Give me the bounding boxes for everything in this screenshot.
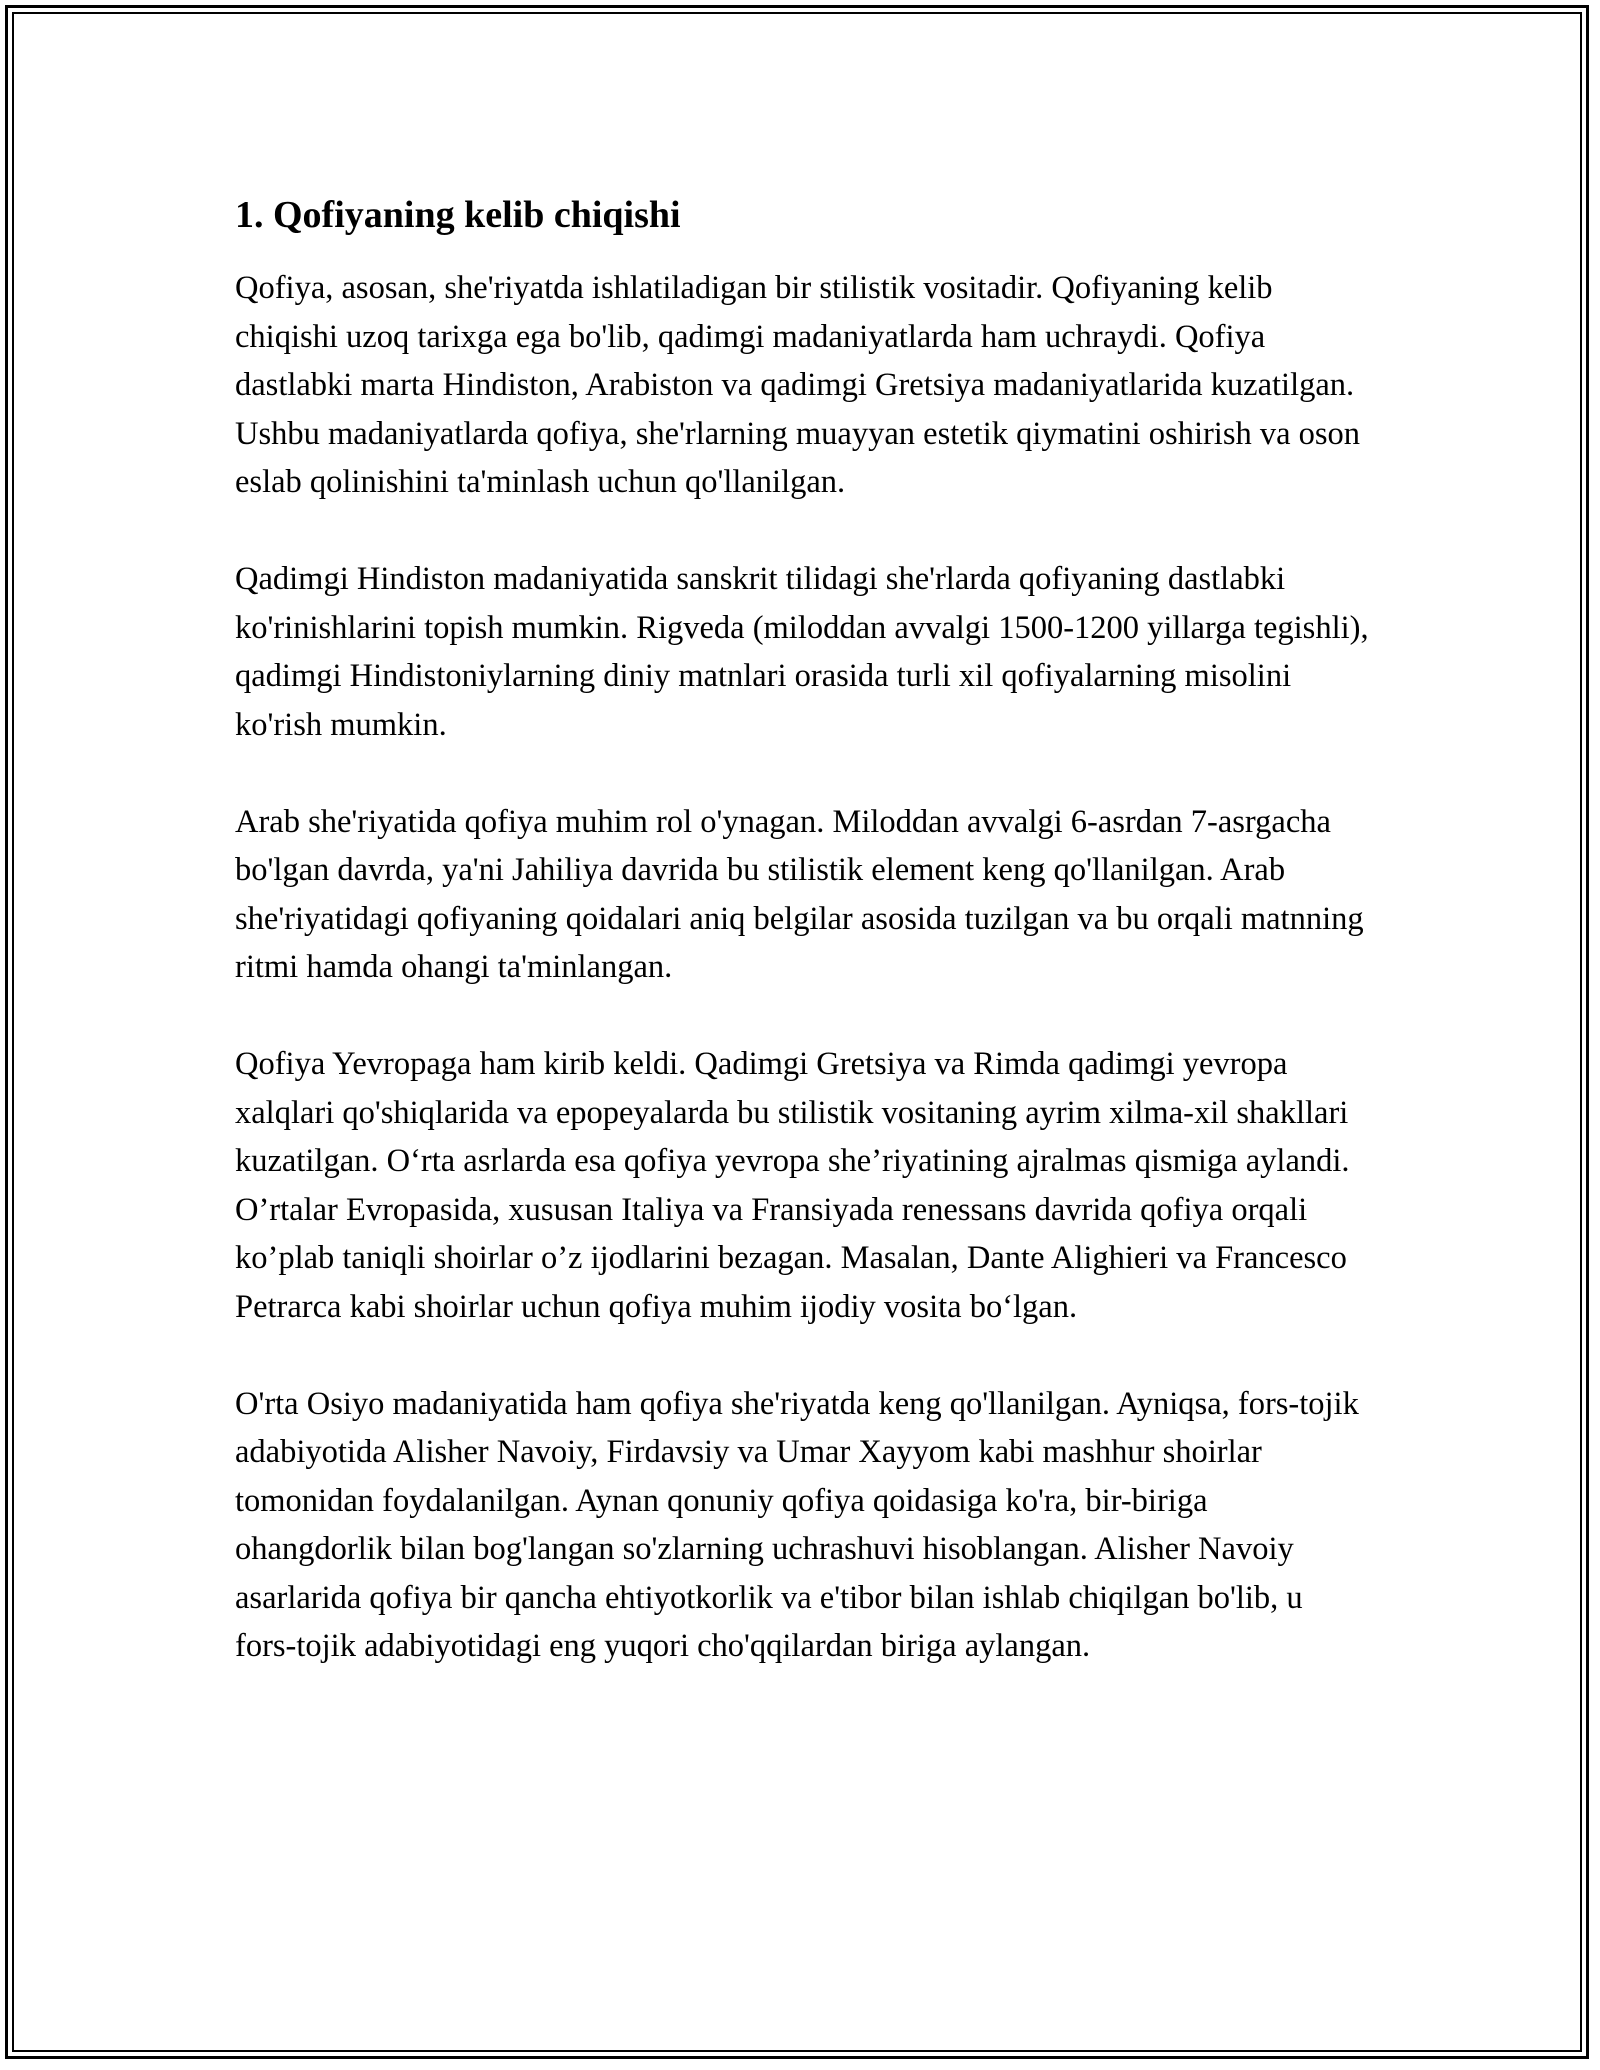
paragraph-origin: Qofiya, asosan, she'riyatda ishlatiladigan bir stilistik vositadir. Qofiyaning kelib chiqishi uzoq tarixga ega bo'lib, qadimgi madaniyatlarda ham uchraydi. Qofiya dastlabki marta Hindiston, Arabiston va qadimgi Gretsiya madaniyatlarida kuzatilgan. Ushbu madaniyatlarda qofiya, she'rlarning muayyan estetik qiymatini oshirish va oson eslab qolinishini ta'minlash uchun qo'llanilgan.: [235, 270, 1361, 500]
paragraph-arab: Arab she'riyatida qofiya muhim rol o'ynagan. Miloddan avvalgi 6-asrdan 7-asrgacha bo'lgan davrda, ya'ni Jahiliya davrida bu stilistik element keng qo'llanilgan. Arab she'riyatidagi qofiyaning qoidalari aniq belgilar asosida tuzilgan va bu orqali matnning ritmi hamda ohangi ta'minlangan.: [235, 803, 1364, 985]
paragraph-india: Qadimgi Hindiston madaniyatida sanskrit tilidagi she'rlarda qofiyaning dastlabki ko'rinishlarini topish mumkin. Rigveda (miloddan avvalgi 1500-1200 yillarga tegishli), qadimgi Hindistoniylarning diniy matnlari orasida turli xil qofiyalarning misolini ko'rish mumkin.: [235, 561, 1369, 743]
paragraph-europe: Qofiya Yevropaga ham kirib keldi. Qadimgi Gretsiya va Rimda qadimgi yevropa xalqlari qo'shiqlarida va epopeyalarda bu stilistik vositaning ayrim xilma-xil shakllari kuzatilgan. O‘rta asrlarda esa qofiya yevropa she’riyatining ajralmas qismiga aylandi. O’rtalar Evropasida, xususan Italiya va Fransiyada renessans davrida qofiya orqali ko’plab taniqli shoirlar o’z ijodlarini bezagan. Masalan, Dante Alighieri va Francesco Petrarca kabi shoirlar uchun qofiya muhim ijodiy vosita bo‘lgan.: [235, 1046, 1350, 1325]
section-heading: 1. Qofiyaning kelib chiqishi: [235, 194, 681, 236]
paragraph-central-asia: O'rta Osiyo madaniyatida ham qofiya she'riyatda keng qo'llanilgan. Ayniqsa, fors-tojik adabiyotida Alisher Navoiy, Firdavsiy va Umar Xayyom kabi mashhur shoirlar tomonidan foydalanilgan. Aynan qonuniy qofiya qoidasiga ko'ra, bir-biriga ohangdorlik bilan bog'langan so'zlarning uchrashuvi hisoblangan. Alisher Navoiy asarlarida qofiya bir qancha ehtiyotkorlik va e'tibor bilan ishlab chiqilgan bo'lib, u fors-tojik adabiyotidagi eng yuqori cho'qqilardan biriga aylangan.: [235, 1385, 1359, 1664]
document-body: [235, 190, 1370, 1719]
